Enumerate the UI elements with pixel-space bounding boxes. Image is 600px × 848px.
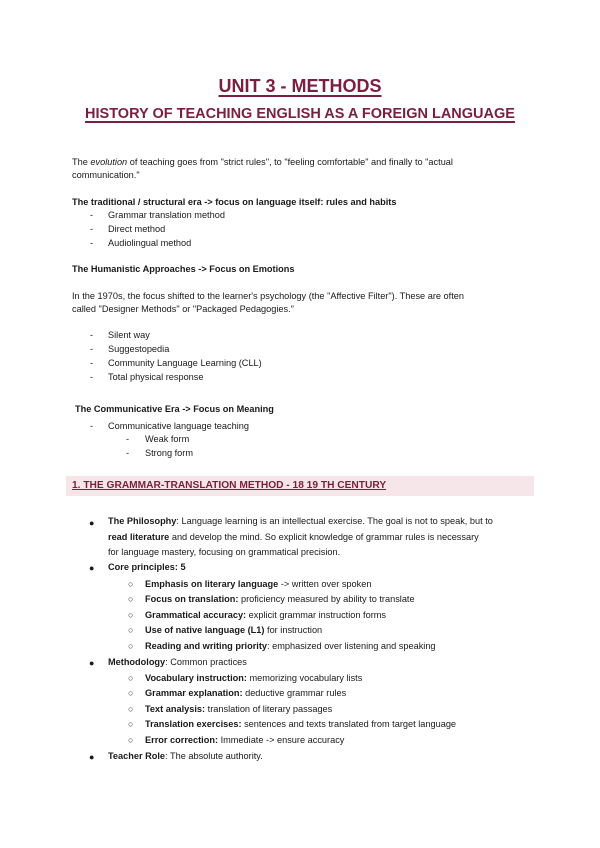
dash-marker: -	[126, 448, 130, 458]
core-principles-label: Core principles: 5	[108, 562, 186, 572]
dash-marker: -	[90, 238, 94, 248]
list-item: Suggestopedia	[108, 344, 170, 354]
humanistic-paragraph-line-1: In the 1970s, the focus shifted to the learner's psychology (the "Affective Filter"). These are often	[72, 291, 464, 301]
dash-marker: -	[90, 344, 94, 354]
methodology-item: Error correction: Immediate -> ensure accuracy	[145, 735, 345, 745]
methodology-item: Grammar explanation: deductive grammar rules	[145, 688, 347, 698]
methodology-item: Text analysis: translation of literary passages	[145, 704, 333, 714]
list-item: Direct method	[108, 224, 166, 234]
circle-marker: ○	[128, 579, 134, 589]
circle-marker: ○	[128, 610, 134, 620]
dash-marker: -	[90, 358, 94, 368]
core-principle-item: Emphasis on literary language -> written over spoken	[145, 579, 372, 589]
sub-list-item: Strong form	[145, 448, 193, 458]
methodology-item: Translation exercises: sentences and texts translated from target language	[145, 719, 457, 729]
circle-marker: ○	[128, 719, 134, 729]
dash-marker: -	[90, 210, 94, 220]
philosophy-text: The Philosophy: Language learning is an intellectual exercise. The goal is not to speak, but to read literature and develop the mind. So explicit knowledge of grammar rules is necessary for language mastery, focusing on grammatical precision.	[108, 516, 493, 557]
dash-marker: -	[90, 372, 94, 382]
list-item: Community Language Learning (CLL)	[108, 358, 262, 368]
circle-marker: ○	[128, 625, 134, 635]
bullet-marker: ●	[89, 563, 95, 573]
dash-marker: -	[90, 224, 94, 234]
circle-marker: ○	[128, 704, 134, 714]
section-heading: 1. THE GRAMMAR-TRANSLATION METHOD - 18 19 TH CENTURY	[72, 480, 387, 491]
humanistic-heading: The Humanistic Approaches -> Focus on Emotions	[72, 264, 295, 274]
bullet-marker: ●	[89, 518, 95, 528]
dash-marker: -	[90, 421, 94, 431]
list-item: Grammar translation method	[108, 210, 225, 220]
circle-marker: ○	[128, 688, 134, 698]
bullet-marker: ●	[89, 658, 95, 668]
intro-line-2: communication."	[72, 170, 140, 180]
core-principle-item: Focus on translation: proficiency measured by ability to translate	[145, 594, 415, 604]
humanistic-paragraph-line-2: called "Designer Methods" or "Packaged Pedagogies."	[72, 304, 294, 314]
circle-marker: ○	[128, 673, 134, 683]
page-subtitle: HISTORY OF TEACHING ENGLISH AS A FOREIGN LANGUAGE	[85, 106, 515, 122]
page-title: UNIT 3 - METHODS	[218, 76, 382, 96]
circle-marker: ○	[128, 735, 134, 745]
traditional-heading: The traditional / structural era -> focus on language itself: rules and habits	[72, 197, 397, 207]
list-item: Silent way	[108, 330, 150, 340]
core-principle-item: Grammatical accuracy: explicit grammar instruction forms	[145, 610, 387, 620]
dash-marker: -	[90, 330, 94, 340]
sub-list-item: Weak form	[145, 434, 190, 444]
methodology-label: Methodology: Common practices	[108, 657, 247, 667]
list-item: Audiolingual method	[108, 238, 192, 248]
methodology-item: Vocabulary instruction: memorizing vocabulary lists	[145, 673, 363, 683]
communicative-heading: The Communicative Era -> Focus on Meaning	[75, 404, 274, 414]
intro-emphasis: evolution	[90, 157, 128, 167]
intro-line-1: The evolution of teaching goes from "strict rules", to "feeling comfortable" and finally to "actual	[72, 157, 453, 167]
dash-marker: -	[126, 434, 130, 444]
teacher-role: Teacher Role: The absolute authority.	[108, 751, 263, 761]
core-principle-item: Use of native language (L1) for instruction	[145, 625, 323, 635]
list-item: Total physical response	[108, 372, 204, 382]
bullet-marker: ●	[89, 752, 95, 762]
circle-marker: ○	[128, 594, 134, 604]
list-item: Communicative language teaching	[108, 421, 249, 431]
core-principle-item: Reading and writing priority: emphasized over listening and speaking	[145, 641, 436, 651]
circle-marker: ○	[128, 641, 134, 651]
